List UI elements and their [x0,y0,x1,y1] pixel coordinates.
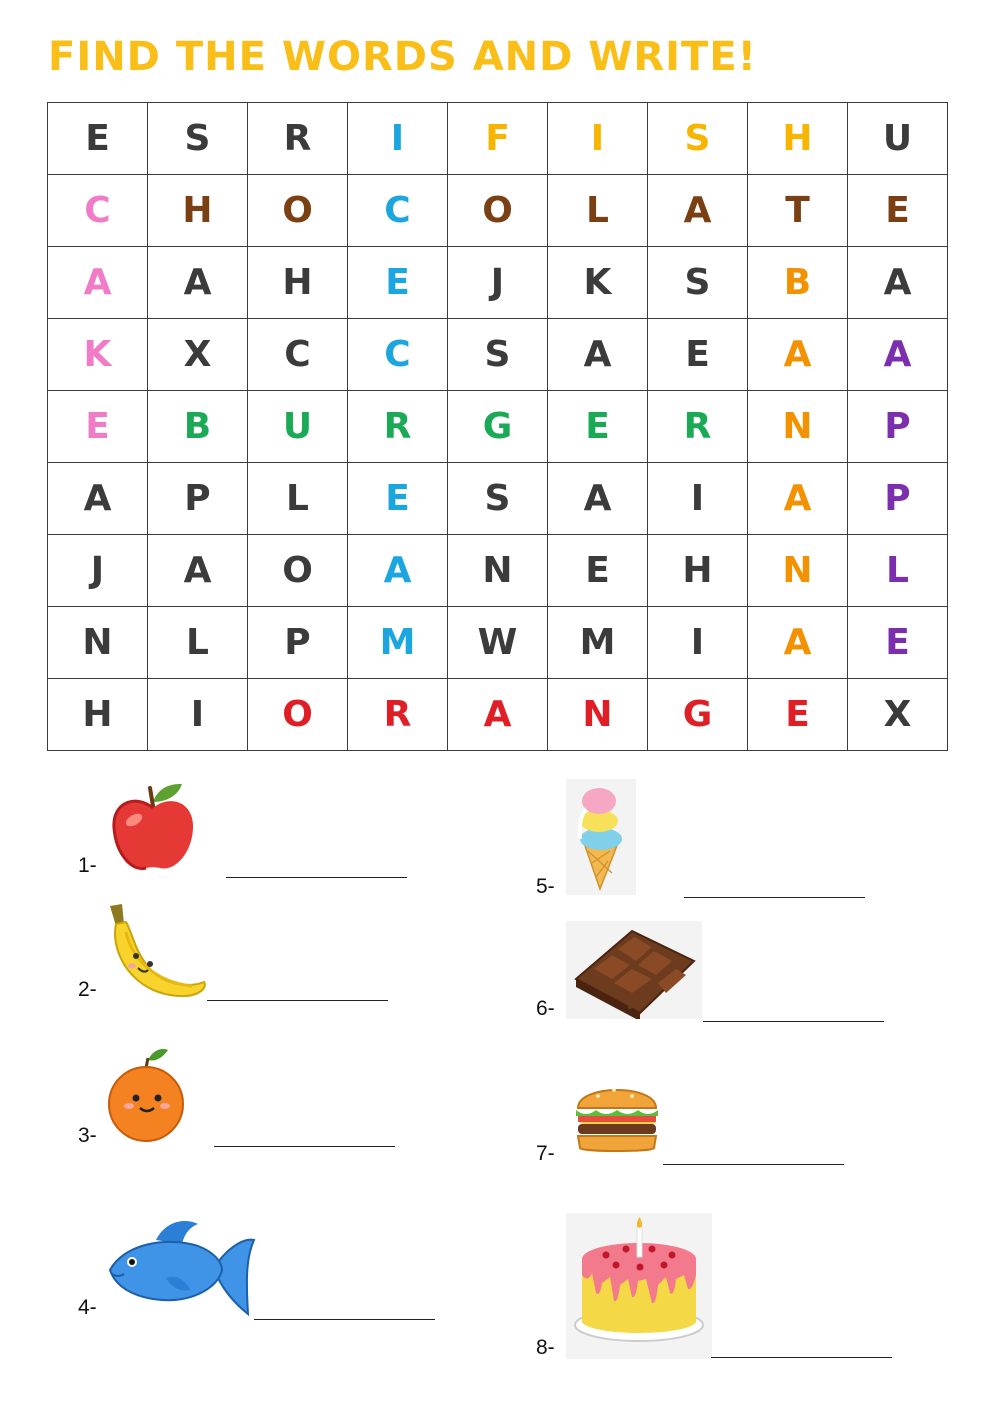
grid-cell[interactable]: I [548,103,648,175]
grid-cell[interactable]: X [148,319,248,391]
answer-line[interactable] [254,1319,435,1320]
grid-cell[interactable]: S [648,247,748,319]
item-number: 4- [78,1296,97,1319]
grid-cell[interactable]: I [648,463,748,535]
apple-icon [108,780,198,875]
grid-cell[interactable]: U [848,103,948,175]
grid-cell[interactable]: A [548,463,648,535]
grid-cell[interactable]: H [248,247,348,319]
grid-cell[interactable]: A [48,463,148,535]
grid-cell[interactable]: K [548,247,648,319]
grid-cell[interactable]: E [348,247,448,319]
grid-row [48,463,948,535]
grid-cell[interactable]: A [48,247,148,319]
grid-cell[interactable]: J [48,535,148,607]
item-number: 7- [536,1142,555,1165]
grid-cell[interactable]: S [448,319,548,391]
grid-cell[interactable]: C [48,175,148,247]
grid-cell[interactable]: S [148,103,248,175]
grid-cell[interactable]: O [248,175,348,247]
grid-cell[interactable]: X [848,679,948,751]
grid-cell[interactable]: A [148,247,248,319]
banana-icon [106,902,210,1000]
grid-cell[interactable]: A [748,319,848,391]
answer-line[interactable] [226,877,407,878]
page-title: FIND THE WORDS AND WRITE! [48,34,757,80]
grid-cell[interactable]: A [848,247,948,319]
answer-line[interactable] [711,1357,892,1358]
grid-cell[interactable]: L [548,175,648,247]
grid-cell[interactable]: A [748,607,848,679]
ice-cream-icon [566,779,636,895]
answer-line[interactable] [214,1146,395,1147]
grid-row [48,535,948,607]
grid-cell[interactable]: H [48,679,148,751]
grid-cell[interactable]: P [248,607,348,679]
fish-icon [106,1218,256,1318]
item-number: 1- [78,854,97,877]
grid-cell[interactable]: N [748,391,848,463]
grid-cell[interactable]: P [148,463,248,535]
grid-cell[interactable]: A [648,175,748,247]
grid-cell[interactable]: W [448,607,548,679]
grid-cell[interactable]: A [748,463,848,535]
grid-cell[interactable]: R [648,391,748,463]
grid-cell[interactable]: E [648,319,748,391]
grid-cell[interactable]: O [448,175,548,247]
grid-cell[interactable]: P [848,391,948,463]
grid-cell[interactable]: E [548,535,648,607]
grid-cell[interactable]: J [448,247,548,319]
grid-cell[interactable]: E [848,607,948,679]
grid-cell[interactable]: L [148,607,248,679]
orange-icon [106,1046,188,1144]
chocolate-icon [566,921,702,1019]
grid-cell[interactable]: N [748,535,848,607]
grid-cell[interactable]: E [348,463,448,535]
grid-cell[interactable]: S [448,463,548,535]
grid-row [48,175,948,247]
grid-cell[interactable]: A [448,679,548,751]
answer-line[interactable] [663,1164,844,1165]
grid-cell[interactable]: A [148,535,248,607]
grid-cell[interactable]: T [748,175,848,247]
grid-cell[interactable]: H [748,103,848,175]
grid-cell[interactable]: I [648,607,748,679]
grid-cell[interactable]: E [848,175,948,247]
answer-line[interactable] [684,897,865,898]
grid-row [48,247,948,319]
grid-cell[interactable]: B [748,247,848,319]
grid-row [48,679,948,751]
burger-icon [574,1074,660,1154]
grid-cell[interactable]: N [548,679,648,751]
grid-cell[interactable]: P [848,463,948,535]
grid-cell[interactable]: I [148,679,248,751]
grid-cell[interactable]: L [248,463,348,535]
grid-row [48,607,948,679]
item-number: 3- [78,1124,97,1147]
grid-cell[interactable]: B [148,391,248,463]
grid-cell[interactable]: F [448,103,548,175]
grid-row [48,103,948,175]
grid-cell[interactable]: E [748,679,848,751]
grid-cell[interactable]: G [648,679,748,751]
grid-cell[interactable]: S [648,103,748,175]
answer-line[interactable] [703,1021,884,1022]
grid-cell[interactable]: C [348,175,448,247]
grid-cell[interactable]: A [848,319,948,391]
grid-cell[interactable]: C [248,319,348,391]
grid-cell[interactable]: E [48,391,148,463]
word-search-grid [47,102,948,751]
item-number: 8- [536,1336,555,1359]
grid-cell[interactable]: U [248,391,348,463]
grid-cell[interactable]: A [548,319,648,391]
grid-cell[interactable]: E [548,391,648,463]
item-number: 6- [536,997,555,1020]
grid-cell[interactable]: R [248,103,348,175]
grid-cell[interactable]: K [48,319,148,391]
grid-cell[interactable]: G [448,391,548,463]
grid-cell[interactable]: H [148,175,248,247]
item-number: 2- [78,978,97,1001]
grid-cell[interactable]: H [648,535,748,607]
grid-cell[interactable]: E [48,103,148,175]
grid-cell[interactable]: O [248,535,348,607]
grid-cell[interactable]: O [248,679,348,751]
grid-cell[interactable]: L [848,535,948,607]
item-number: 5- [536,875,555,898]
grid-row [48,319,948,391]
grid-cell[interactable]: N [448,535,548,607]
cake-icon [566,1213,712,1359]
answer-line[interactable] [207,1000,388,1001]
grid-cell[interactable]: N [48,607,148,679]
grid-cell[interactable]: I [348,103,448,175]
grid-cell[interactable]: R [348,391,448,463]
grid-cell[interactable]: M [348,607,448,679]
grid-cell[interactable]: A [348,535,448,607]
grid-cell[interactable]: M [548,607,648,679]
grid-cell[interactable]: R [348,679,448,751]
grid-cell[interactable]: C [348,319,448,391]
grid-row [48,391,948,463]
